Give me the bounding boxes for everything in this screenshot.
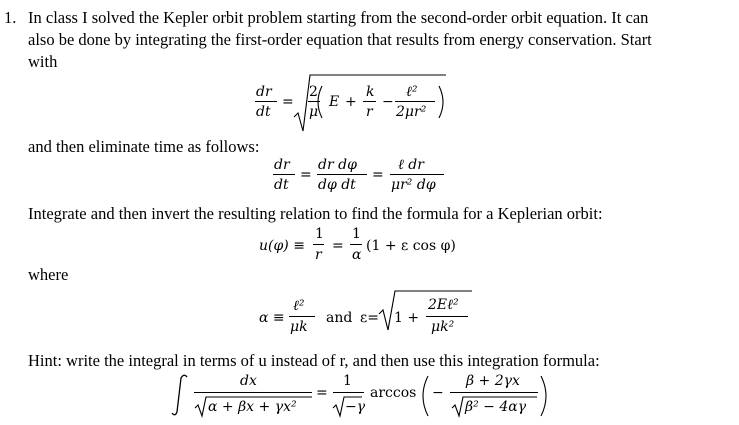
eq5-sqrt-den: −γ <box>345 399 366 415</box>
eq3-alpha: α <box>352 247 362 263</box>
eq3-bar1 <box>313 244 324 245</box>
eq4-one-plus: 1 + <box>394 310 420 326</box>
eq4-eps: ε= <box>360 310 379 326</box>
intro-line-3: with <box>28 52 58 71</box>
eq5-rden: β² − 4αγ <box>465 399 527 415</box>
eq4-and: and <box>326 310 353 326</box>
eq1-energy: E <box>329 94 340 110</box>
eq3-rhs: (1 + ε cos φ) <box>366 238 456 254</box>
eq4-alpha: α ≡ <box>259 310 285 326</box>
eq1-lhs-den: dt <box>256 104 271 120</box>
eq1-lhs-num: dr <box>256 84 272 100</box>
eq1-k: k <box>366 84 375 100</box>
eq1-k-bar <box>363 101 376 102</box>
eq1-l-squared: ℓ² <box>406 84 418 100</box>
eq4-rbar <box>426 316 468 317</box>
intro-line-2: also be done by integrating the first-order equation that results from energy conservation. Start <box>28 30 652 49</box>
eq2-a-num: dr <box>274 157 290 173</box>
then-text: and then eliminate time as follows: <box>28 137 260 156</box>
eq2-b-den: dφ dt <box>318 177 356 193</box>
hint-text <box>28 351 600 371</box>
eq2-eq2: = <box>372 167 384 183</box>
eq1-plus: + <box>345 94 357 110</box>
eq2-a-bar <box>273 174 295 175</box>
eq3-bar2 <box>350 244 362 245</box>
eq3-one2: 1 <box>352 226 361 242</box>
eq4-den: μk <box>290 319 308 335</box>
eq1-den2: 2μr² <box>396 104 427 120</box>
eq5-den: α + βx + γx² <box>208 399 297 415</box>
eq2-a-den: dt <box>274 177 289 193</box>
eq5-minus: − <box>432 385 444 401</box>
eq5-arccos: arccos <box>370 385 417 401</box>
eq3-equals: = <box>332 238 344 254</box>
eq2-c-num: ℓ dr <box>398 157 424 173</box>
eq5-rbar <box>450 392 538 393</box>
where-text: where <box>28 265 69 284</box>
eq5-rnum: β + 2γx <box>466 373 520 389</box>
eq1-root-bar <box>308 101 320 102</box>
eq1-lhs-bar <box>255 101 277 102</box>
eq5-equals: = <box>316 385 328 401</box>
eq1-equals: = <box>282 94 294 110</box>
eq3-r: r <box>315 247 322 263</box>
eq2-b-bar <box>317 174 367 175</box>
eq3-lhs: u(φ) ≡ <box>259 238 305 254</box>
eq4-rden: μk² <box>431 319 455 335</box>
eq3-one1: 1 <box>315 226 324 242</box>
eq2-c-bar <box>390 174 444 175</box>
eq1-r: r <box>366 104 373 120</box>
eq4-rnum: 2Eℓ² <box>428 297 459 313</box>
eq2-c-den: μr² dφ <box>391 177 436 193</box>
eq5-one: 1 <box>343 373 352 389</box>
hint-sentence: Hint: write the integral in terms of u instead of r, and then use this integration formula: <box>28 351 600 370</box>
eq1-minus: − <box>382 94 394 110</box>
eq1-root-den: μ <box>309 104 319 120</box>
integrate-text: Integrate and then invert the resulting relation to find the formula for a Keplerian orbit: <box>28 204 603 223</box>
problem-number: 1. <box>4 8 17 27</box>
eq1-l-bar <box>395 101 435 102</box>
eq4-num: ℓ² <box>293 298 305 314</box>
eq2-b-num: dr dφ <box>318 157 357 173</box>
eq2-eq1: = <box>300 167 312 183</box>
eq1-root-num: 2 <box>309 84 318 100</box>
eq5-num: dx <box>240 373 257 389</box>
eq4-bar <box>289 316 315 317</box>
eq5-bar <box>194 392 312 393</box>
eq5-bar2 <box>333 392 364 393</box>
intro-line-1: In class I solved the Kepler orbit problem starting from the second-order orbit equation. It can <box>28 8 649 27</box>
